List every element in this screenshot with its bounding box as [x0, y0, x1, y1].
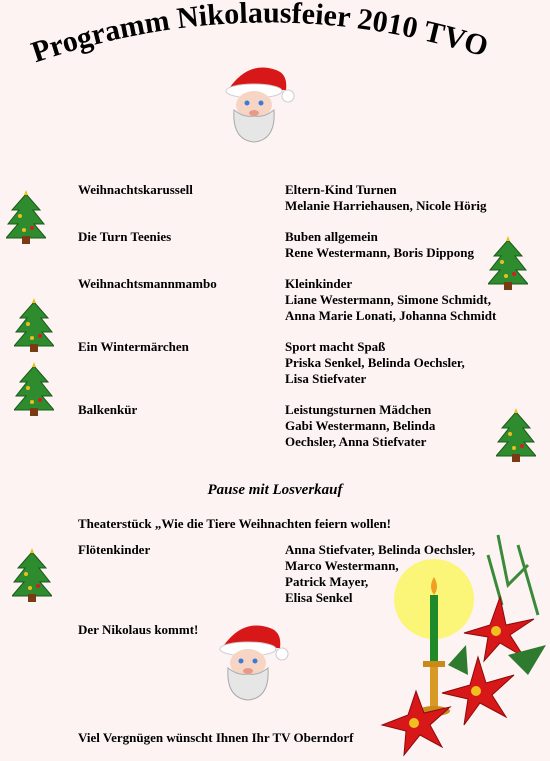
- program-item-line: Anna Stiefvater, Belinda Oechsler,: [285, 542, 476, 557]
- christmas-tree-icon: [14, 362, 54, 418]
- program-item-line: Eltern-Kind Turnen: [285, 182, 397, 197]
- christmas-tree-icon: [14, 298, 54, 354]
- program-item-name: Ein Wintermärchen: [78, 339, 189, 354]
- program-item-line: Leistungsturnen Mädchen: [285, 402, 432, 417]
- program-item-line: Patrick Mayer,: [285, 574, 369, 589]
- program-item-line: Marco Westermann,: [285, 558, 399, 573]
- nikolaus-line: Der Nikolaus kommt!: [78, 622, 199, 637]
- program-item-line: Buben allgemein: [285, 229, 378, 244]
- program-item-name: Weihnachtskarussell: [78, 182, 193, 197]
- program-item-line: Oechsler, Anna Stiefvater: [285, 434, 427, 449]
- program-item-name: Die Turn Teenies: [78, 229, 172, 244]
- program-item-line: Sport macht Spaß: [285, 339, 386, 354]
- footer-line: Viel Vergnügen wünscht Ihnen Ihr TV Oberndorf: [78, 730, 354, 745]
- program-item-line: Melanie Harriehausen, Nicole Hörig: [285, 198, 487, 213]
- program-item-name: Balkenkür: [78, 402, 138, 417]
- christmas-tree-icon: [12, 548, 52, 604]
- program-item-line: Priska Senkel, Belinda Oechsler,: [285, 355, 465, 370]
- program-item-line: Rene Westermann, Boris Dippong: [285, 245, 474, 260]
- program-item-line: Gabi Westermann, Belinda: [285, 418, 436, 433]
- svg-text:Programm Nikolausfeier 2010 TV: [27, 0, 492, 69]
- santa-icon: [212, 618, 290, 702]
- program-item-line: Kleinkinder: [285, 276, 353, 291]
- theater-line: Theaterstück „Wie die Tiere Weihnachten feiern wollen!: [78, 516, 391, 531]
- program-item-line: Elisa Senkel: [285, 590, 353, 605]
- program-item-line: Anna Marie Lonati, Johanna Schmidt: [285, 308, 497, 323]
- santa-icon: [218, 60, 296, 144]
- page-title: Programm Nikolausfeier 2010 TVO: [27, 0, 492, 70]
- candle-poinsettia-icon: [378, 525, 550, 761]
- program-item-line: Liane Westermann, Simone Schmidt,: [285, 292, 491, 307]
- program-item-name: Flötenkinder: [78, 542, 151, 557]
- pause-heading: Pause mit Losverkauf: [207, 482, 343, 498]
- christmas-tree-icon: [6, 190, 46, 246]
- program-item-name: Weihnachtsmannmambo: [78, 276, 217, 291]
- program-item-line: Lisa Stiefvater: [285, 371, 367, 386]
